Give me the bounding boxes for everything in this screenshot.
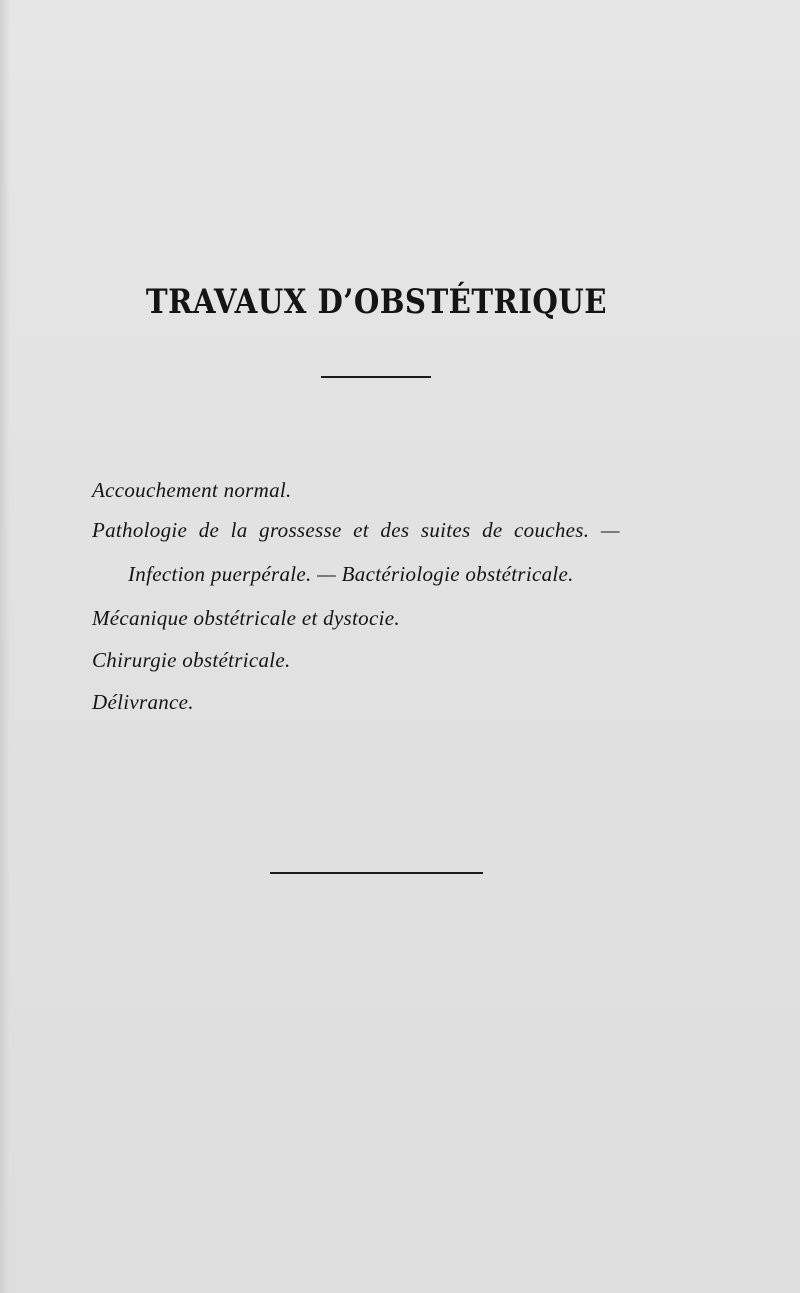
page-edge-shadow [0,0,10,1293]
contents-item: Accouchement normal. [92,478,292,502]
title-divider [321,376,431,378]
contents-item: Délivrance. [92,690,194,714]
contents-item: Mécanique obstétricale et dystocie. [92,606,400,630]
contents-item: Pathologie de la grossesse et des suites de couches. — [92,518,620,542]
bottom-divider [270,872,483,874]
contents-item-continuation: Infection puerpérale. — Bactériologie obstétricale. [128,562,574,586]
page-title: TRAVAUX D’OBSTÉTRIQUE [145,282,607,322]
contents-item: Chirurgie obstétricale. [92,648,291,672]
